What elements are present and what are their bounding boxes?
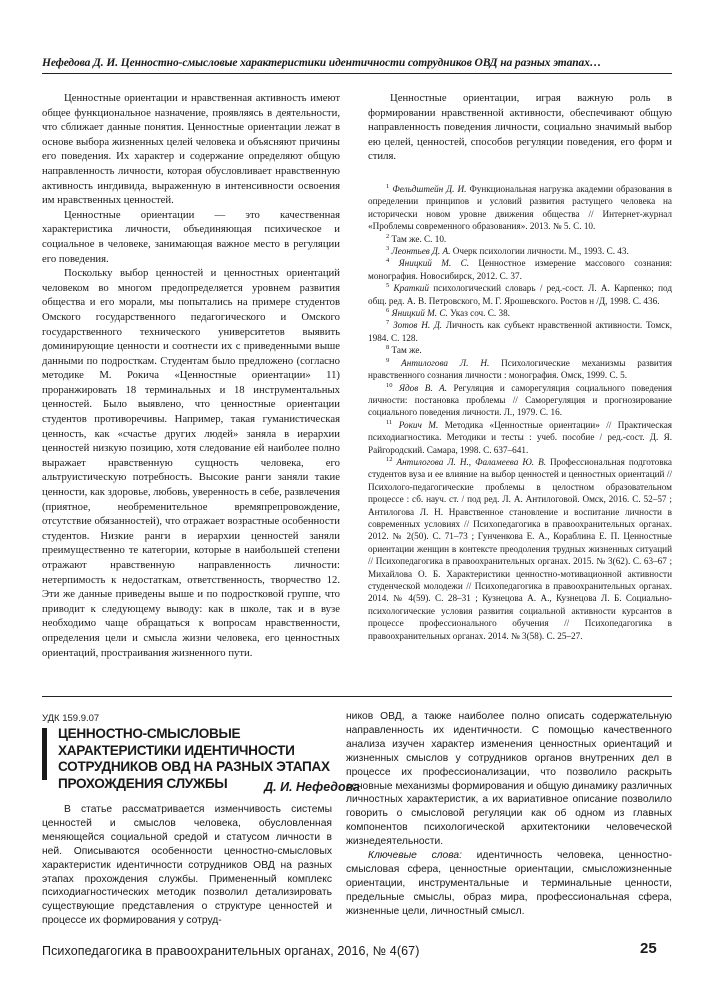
footnote-number: 2 [386,232,390,240]
footnote [368,307,672,319]
abstract-left [42,803,332,928]
footnote-number: 5 [386,282,390,290]
footnote [368,183,672,233]
paragraph: Ценностные ориентации — это качественная характеристика личности, объединяющая психическое и социальное в человеке, занимающая важное место в регуляции его поведения. [42,208,340,265]
footnote-author: Зотов Н. Д. [393,320,443,331]
footnote-author: Фельдштейн Д. И. [392,184,467,194]
footnote [368,282,672,307]
footnote [368,245,672,257]
footnote-text: Очерк психологии личности. М., 1993. С. 43. [450,246,629,257]
footnote [368,357,672,382]
footnote-author: Рокич М. [398,419,439,430]
footnote-text: Функциональная нагрузка академии образования в определении принципов и условий развития растущего человека на исторически новом уровне движения общества // Интернет-журнал «Проблемы современного образования». 2013. № 5. С. 10. [368,184,673,232]
footnote [368,319,672,344]
footnote-text: Указ соч. С. 38. [447,308,510,319]
header-title: Ценностно-смысловые характеристики идентичности сотрудников ОВД на разных этапах… [120,57,602,69]
footnote-author: Яницкий М. С. [398,258,469,269]
footnote [368,382,672,419]
title-bar [42,728,47,780]
page-number: 25 [640,940,657,957]
footnote [368,257,672,282]
footnote-text: Методика «Ценностные ориентации» // Практическая психодиагностика. Методики и тесты : учеб. пособие / ред.-сост. Д. Я. Райгородский. Самара, 1998. С. 637–641. [368,419,672,455]
abstract-text: ников ОВД, а также наиболее полно описать содержательную направленность их идентичности. С помощью качественного анализа изучен характер изменения ценностных ориентаций и жизненных смыслов у сотрудников органов внутренних дел в процессе их профессионализации, что позволило раскрыть основные механизмы формирования и общую динамику различных личностных характеристик, а их вариативное описание позволило говорить о смысловой регуляции как об одном из главных компонентов психологической архитектоники человеческой жизнедеятельности. [346,711,672,848]
footnote-author: Леонтьев Д. А. [391,246,451,257]
section-rule [42,696,672,697]
keywords-label: Ключевые слова: [368,850,462,862]
footnote-text: Там же. С. 10. [391,233,447,244]
header-author: Нефедова Д. И. [42,57,118,69]
footnote-text: Регуляция и саморегуляция социального поведения личности: постановка проблемы // Саморегуляция и прогнозирование социального поведения личности. Л., 1979. С. 16. [368,382,673,418]
footnote-number: 3 [386,244,390,252]
footnote-number: 10 [386,381,393,389]
footnote-author: Антилогова Л. Н. [401,357,490,368]
abstract-right [346,710,672,919]
footnote-number: 11 [386,418,393,426]
footnote [368,233,672,245]
footnotes [368,183,672,642]
footnote-text: Профессиональная подготовка студентов вуза и ее влияние на выбор ценностей и ценностных ориентаций // Психолого-педагогические проблемы в целостном образовательном процессе : сб. науч. ст. / под ред. Л. А. Антилоговой. Омск, 2016. С. 52–57 ; Антилогова Л. Н. Нравственное становление и воспитание личности в современных условиях // Психопедагогика в правоохранительных органах. 2012. № 2(50). С. 71–73 ; Гунченкова Е. А., Кораблина Е. П. Ценностные ориентации женщин в контексте преодоления трудных жизненных ситуаций // Психопедагогика в правоохранительных органах. 2015. № 3(62). С. 63–67 ; Михайлова О. Б. Характеристики ценностно-мотивационной активности студенческой молодежи // Психопедагогика в правоохранительных органах. 2014. № 4(59). С. 28–31 ; Кузнецова А. А., Кузнецова Л. Б. Социально-психологические условия развития социальной активности курсантов в процессе профессионального обучения // Психопедагогика в правоохранительных органах. 2014. № 3(58). С. 25–27. [368,456,673,641]
paragraph: Ценностные ориентации и нравственная активность имеют общее функциональное назначение, проявляясь в деятельности, что сближает данные понятия. Ценностные ориентации лежат в основе выбора жизненных целей человека и объясняют причины его поведения. Их характер и содержание определяют общую направленность личности, которая обусловливает нравственную активность ингдивида, выраженную в интенсивности освоения им нравственных ценностей. [42,92,340,207]
keywords-text: идентичность человека, ценностно-смысловая сфера, ценностные ориентации, смысложизненные ориентации, инструментальные и терминальные ценности, предельные смыслы, образ мира, профессиональная сфера, жизненные цели, личностный смысл. [346,850,673,917]
header-rule [42,73,672,74]
footnote-author: Яницкий М. С. [391,308,448,319]
running-header [42,57,672,69]
abstract-text: В статье рассматривается изменчивость системы ценностей и смыслов человека, обусловленная меняющейся социальной средой и статусом личности в ней. Описываются особенности ценностно-смысловых характеристик идентичности сотрудников ОВД на разных этапах прохождения службы. Примененный комплекс психодиагностических методик позволил детализировать существующие представления о структуре ценностей и процессе их формирования у сотруд- [42,804,332,927]
footnote-author: Антилогова Л. Н., Фаламеева Ю. В. [396,456,547,467]
footnote-author: Краткий [393,283,429,294]
footnote-number: 7 [386,319,390,327]
paragraph: Ценностные ориентации, играя важную роль в формировании нравственной активности, обеспечивают общую направленность поведения личности, социально значимый выбор ею целей, ценностей, способов регуляции поведения, его форм и стиля. [368,92,672,163]
footnote-number: 6 [386,307,390,314]
keywords [346,849,672,919]
paragraph: Поскольку выбор ценностей и ценностных ориентаций человеком во многом предопределяется уровнем развития общества и его морали, мы попытались на примере студентов Омского государственного педагогического и Омского государственного технического университетов выявить доминирующие ценности и соотнести их с приведенными выше данными по подросткам. Студентам было предложено (согласно методике М. Рокича «Ценностные ориентации» 11) проранжировать 18 терминальных и 18 инструментальных ценностей. Было выявлено, что ценностные ориентации студентов противоречивы. Например, такая гуманистическая ценность, как «счастье других людей» заняла в иерархии ценностей низкую позицию, хотя следование ей наиболее полно выражает нравственную сущность человека, его альтруистическую потребность. Высокие ранги заняли такие ценности, как здоровье, любовь, уверенность в себе, развлечения (приятное, необременительное времяпрепровождение, отсутствие обязанностей), что отражает возрастные особенности студентов. Низкие ранги в иерархии ценностей заняли преимущественно те категории, которые в наибольшей степени отражают нравственную направленность личности: нетерпимость к недостаткам, ответственность, творчество 12. Эти же данные приведены выше и по подростковой группе, что приводит к следующему выводу: как в школе, так и в вузе необходимо чаще обращаться к вопросам нравственности, определения цели и смысла жизни человека, его ценностных ориентаций, простраивания жизненного пути. [42,267,340,659]
journal-footer: Психопедагогика в правоохранительных органах, 2016, № 4(67) [42,944,420,958]
footnote-number: 8 [386,344,390,352]
udk-code: УДК 159.9.07 [42,713,100,724]
right-body-column [368,91,672,164]
footnote [368,456,672,642]
article-title: ЦЕННОСТНО-СМЫСЛОВЫЕ ХАРАКТЕРИСТИКИ ИДЕНТИЧНОСТИ СОТРУДНИКОВ ОВД НА РАЗНЫХ ЭТАПАХ ПРОХОЖДЕНИЯ СЛУЖБЫ [58,726,330,791]
footnote-number: 1 [386,182,390,190]
article-author: Д. И. Нефедова [264,780,360,794]
footnote-text: психологический словарь / ред.-сост. Л. А. Карпенко; под общ. ред. А. В. Петровского, М. Г. Ярошевского. Ростов н /Д, 1998. С. 436. [368,283,672,306]
footnote-number: 12 [386,455,393,463]
footnote-author: Ядов В. А. [398,382,448,393]
footnote [368,419,672,456]
footnote-text: Психологические механизмы развития нравственного сознания личности : монография. Омск, 1999. С. 5. [368,357,673,381]
footnote-text: Там же. [391,345,422,356]
footnote-number: 4 [386,257,390,265]
footnote-text: Личность как субъект нравственной активности. Томск, 1984. С. 128. [368,320,673,343]
footnote [368,344,672,356]
footnote-number: 9 [386,356,390,364]
footnote-text: Ценностное измерение массового сознания: монография. Новосибирск, 2012. С. 37. [368,258,672,281]
left-body-column [42,91,340,660]
